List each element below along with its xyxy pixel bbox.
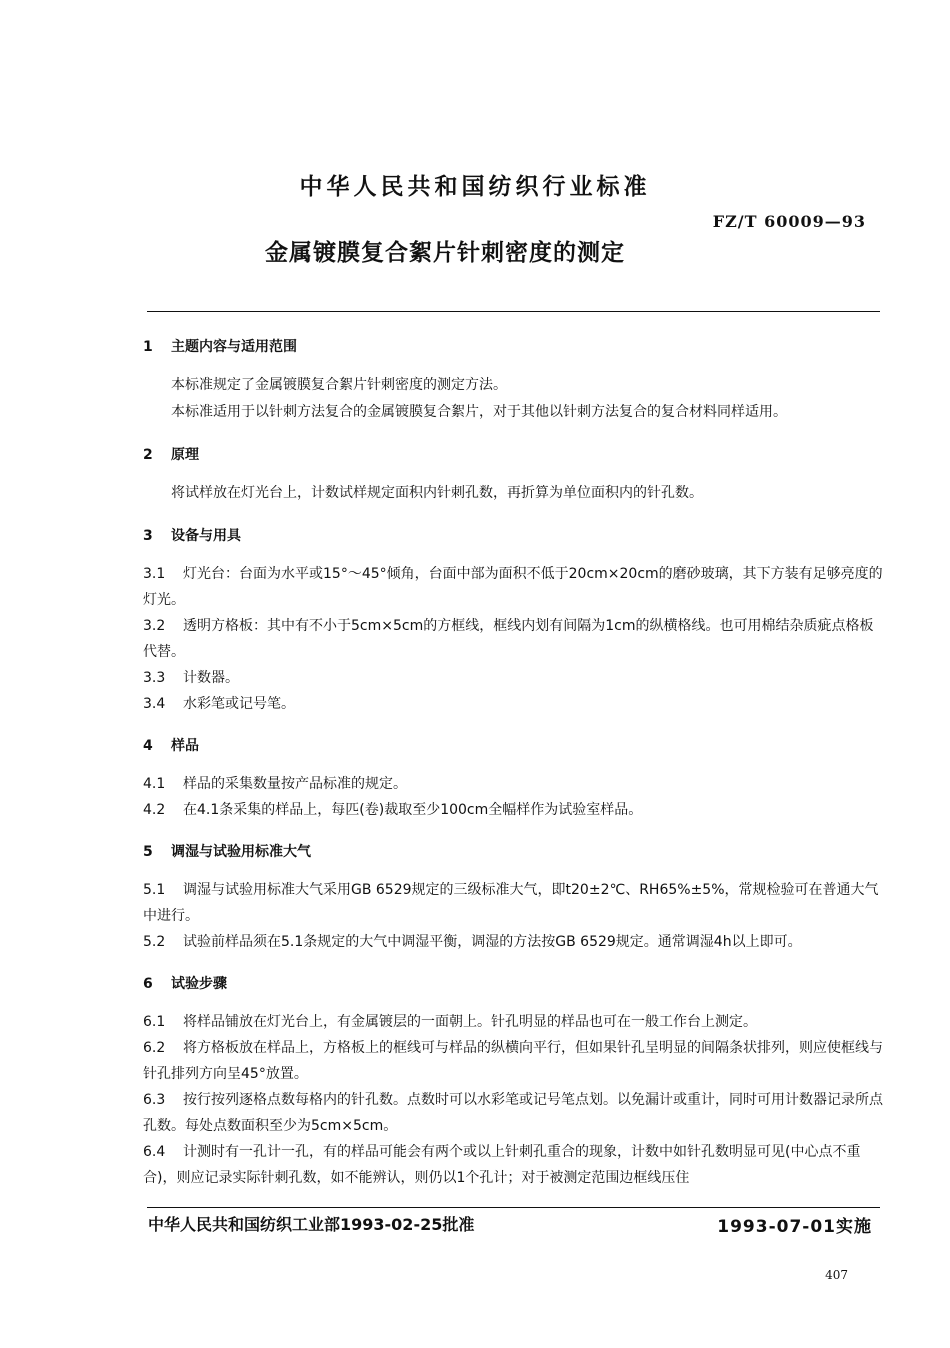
clause-number: 6.1 [143, 1014, 166, 1030]
clause-text: 试验前样品须在5.1条规定的大气中调湿平衡，调湿的方法按GB 6529规定。通常调湿4h以上即可。 [183, 934, 802, 950]
section-number: 1 [143, 339, 153, 355]
clause-text: 在4.1条采集的样品上，每匹(卷)裁取至少100cm全幅样作为试验室样品。 [183, 802, 643, 818]
paragraph: 将试样放在灯光台上，计数试样规定面积内针刺孔数，再折算为单位面积内的针孔数。 [171, 485, 703, 501]
standard-code: FZ/T 60009—93 [712, 212, 866, 231]
page-number: 407 [825, 1268, 848, 1282]
section-title: 试验步骤 [171, 976, 227, 992]
section-title: 主题内容与适用范围 [171, 339, 297, 355]
clause-6-1 [143, 1009, 883, 1035]
clause-text: 透明方格板：其中有不小于5cm×5cm的方框线，框线内划有间隔为1cm的纵横格线。也可用棉结杂质疵点格板代替。 [143, 618, 874, 660]
clause-text: 样品的采集数量按产品标准的规定。 [183, 776, 407, 792]
clause-text: 水彩笔或记号笔。 [183, 696, 295, 712]
section-1-heading [143, 336, 883, 358]
clause-text: 将方格板放在样品上，方格板上的框线可与样品的纵横向平行，但如果针孔呈明显的间隔条状排列，则应使框线与针孔排列方向呈45°放置。 [143, 1040, 883, 1082]
clause-3-3 [143, 665, 883, 691]
clause-number: 6.3 [143, 1092, 166, 1108]
clause-5-1 [143, 877, 883, 929]
clause-text: 将样品铺放在灯光台上，有金属镀层的一面朝上。针孔明显的样品也可在一般工作台上测定。 [183, 1014, 757, 1030]
clause-text: 灯光台：台面为水平或15°～45°倾角，台面中部为面积不低于20cm×20cm的磨砂玻璃，其下方装有足够亮度的灯光。 [143, 566, 883, 608]
clause-text: 计数器。 [183, 670, 239, 686]
section-number: 5 [143, 844, 153, 860]
section-4-heading [143, 735, 883, 757]
clause-text: 调湿与试验用标准大气采用GB 6529规定的三级标准大气，即t20±2℃、RH65%±5%，常规检验可在普通大气中进行。 [143, 882, 879, 924]
clause-5-2 [143, 929, 883, 955]
footer-divider [147, 1207, 880, 1208]
clause-number: 3.4 [143, 696, 166, 712]
section-number: 2 [143, 447, 153, 463]
section-3-heading [143, 525, 883, 547]
clause-6-4 [143, 1139, 883, 1191]
section-2-heading [143, 444, 883, 466]
clause-number: 6.4 [143, 1144, 166, 1160]
clause-number: 4.1 [143, 776, 166, 792]
clause-4-2 [143, 797, 883, 823]
clause-3-4 [143, 691, 883, 717]
section-title: 设备与用具 [171, 528, 241, 544]
document-title: 金属镀膜复合絮片针刺密度的测定 [265, 240, 625, 266]
section-number: 6 [143, 976, 153, 992]
clause-number: 3.2 [143, 618, 166, 634]
paragraph: 本标准适用于以针刺方法复合的金属镀膜复合絮片，对于其他以针刺方法复合的复合材料同样适用。 [171, 404, 787, 420]
approval-line: 中华人民共和国纺织工业部1993-02-25批准 [148, 1215, 475, 1234]
section-title: 原理 [171, 447, 199, 463]
header-divider [147, 311, 880, 312]
clause-number: 4.2 [143, 802, 166, 818]
clause-3-2 [143, 613, 883, 665]
section-number: 4 [143, 738, 153, 754]
clause-6-2 [143, 1035, 883, 1087]
clause-text: 按行按列逐格点数每格内的针孔数。点数时可以水彩笔或记号笔点划。以免漏计或重计，同时可用计数器记录所点孔数。每处点数面积至少为5cm×5cm。 [143, 1092, 883, 1134]
clause-text: 计测时有一孔计一孔，有的样品可能会有两个或以上针刺孔重合的现象，计数中如针孔数明显可见(中心点不重合)，则应记录实际针刺孔数，如不能辨认，则仍以1个孔计；对于被测定范围边框线压住 [143, 1144, 861, 1186]
standard-body-heading: 中华人民共和国纺织行业标准 [299, 174, 651, 200]
clause-number: 3.3 [143, 670, 166, 686]
clause-number: 5.1 [143, 882, 166, 898]
section-number: 3 [143, 528, 153, 544]
clause-number: 6.2 [143, 1040, 166, 1056]
section-title: 样品 [171, 738, 199, 754]
document-body [143, 336, 883, 1191]
effective-date: 1993-07-01实施 [717, 1217, 872, 1237]
clause-4-1 [143, 771, 883, 797]
clause-6-3 [143, 1087, 883, 1139]
clause-number: 5.2 [143, 934, 166, 950]
paragraph: 本标准规定了金属镀膜复合絮片针刺密度的测定方法。 [171, 377, 507, 393]
section-5-heading [143, 841, 883, 863]
section-6-heading [143, 973, 883, 995]
clause-number: 3.1 [143, 566, 166, 582]
section-title: 调湿与试验用标准大气 [171, 844, 311, 860]
clause-3-1 [143, 561, 883, 613]
